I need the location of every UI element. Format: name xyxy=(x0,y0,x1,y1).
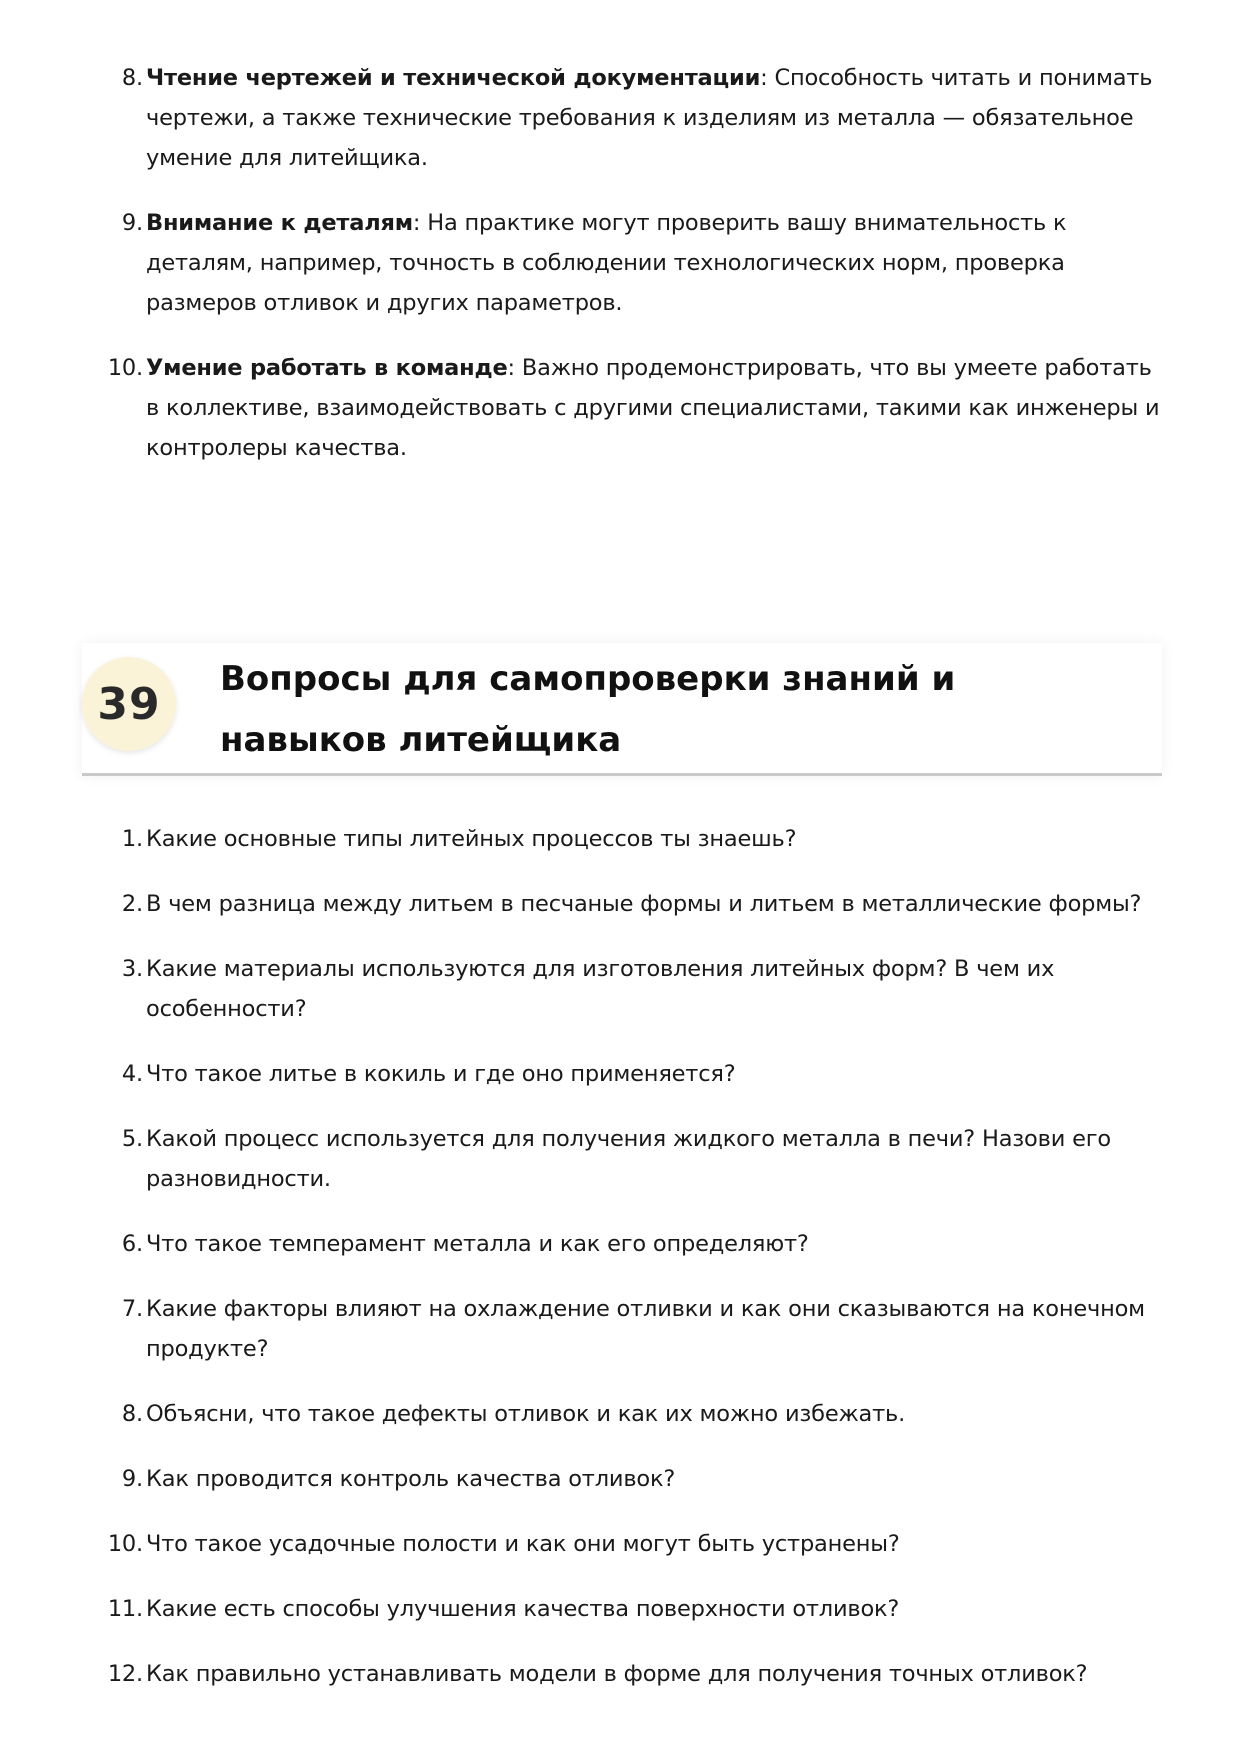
list-item xyxy=(0,884,1239,924)
section-header xyxy=(82,643,1162,776)
list-item-number: 7. xyxy=(121,1296,143,1322)
list-item xyxy=(0,1654,1239,1694)
list-item-number: 8. xyxy=(121,65,143,91)
list-item-title: Чтение чертежей и технической документации xyxy=(146,65,761,91)
list-item xyxy=(0,348,1239,468)
list-item-number: 3. xyxy=(121,956,143,982)
section-title: Вопросы для самопроверки знаний и навыков литейщика xyxy=(220,659,956,760)
list-item xyxy=(0,1459,1239,1499)
list-item-number: 9. xyxy=(121,210,143,236)
list-item xyxy=(0,1589,1239,1629)
list-item xyxy=(0,1224,1239,1264)
list-item-text: : Способность читать и понимать чертежи, а также технические требования к изделиям из металла — обязательное умение для литейщика. xyxy=(146,65,1153,171)
list-item-number: 8. xyxy=(121,1401,143,1427)
list-item-number: 11. xyxy=(107,1596,143,1622)
list-item-number: 1. xyxy=(121,826,143,852)
list-item-text: Какие есть способы улучшения качества поверхности отливок? xyxy=(146,1596,900,1622)
list-item xyxy=(0,819,1239,859)
list-item-text: Какие основные типы литейных процессов ты знаешь? xyxy=(146,826,797,852)
list-item-text: Какие факторы влияют на охлаждение отливки и как они сказываются на конечном продукте? xyxy=(146,1296,1145,1362)
list-item xyxy=(0,1524,1239,1564)
list-item-number: 4. xyxy=(121,1061,143,1087)
list-item-text: В чем разница между литьем в песчаные формы и литьем в металлические формы? xyxy=(146,891,1142,917)
list-item xyxy=(0,58,1239,178)
list-item-text: Что такое литье в кокиль и где оно применяется? xyxy=(146,1061,736,1087)
list-item xyxy=(0,1289,1239,1369)
list-item xyxy=(0,203,1239,323)
list-item-number: 5. xyxy=(121,1126,143,1152)
list-item-number: 2. xyxy=(121,891,143,917)
list-item-number: 10. xyxy=(107,355,143,381)
list-item-number: 12. xyxy=(107,1661,143,1687)
list-item-text: : На практике могут проверить вашу внимательность к деталям, например, точность в соблюдении технологических норм, проверка размеров отливок и других параметров. xyxy=(146,210,1067,316)
list-item-text: Объясни, что такое дефекты отливок и как их можно избежать. xyxy=(146,1401,906,1427)
list-item-number: 9. xyxy=(121,1466,143,1492)
questions-list xyxy=(0,819,1239,1719)
list-item-text: Как проводится контроль качества отливок? xyxy=(146,1466,676,1492)
section-number-badge: 39 xyxy=(82,657,176,751)
list-item-number: 6. xyxy=(121,1231,143,1257)
list-item-title: Внимание к деталям xyxy=(146,210,413,236)
list-item-number: 10. xyxy=(107,1531,143,1557)
list-item xyxy=(0,1119,1239,1199)
list-item-title: Умение работать в команде xyxy=(146,355,508,381)
skills-list xyxy=(0,58,1239,493)
list-item-text: Какой процесс используется для получения жидкого металла в печи? Назови его разновидности. xyxy=(146,1126,1111,1192)
list-item xyxy=(0,1394,1239,1434)
list-item-text: Какие материалы используются для изготовления литейных форм? В чем их особенности? xyxy=(146,956,1055,1022)
list-item-text: Что такое усадочные полости и как они могут быть устранены? xyxy=(146,1531,900,1557)
list-item-text: Как правильно устанавливать модели в форме для получения точных отливок? xyxy=(146,1661,1088,1687)
list-item-text: : Важно продемонстрировать, что вы умеете работать в коллективе, взаимодействовать с другими специалистами, такими как инженеры и контролеры качества. xyxy=(146,355,1160,461)
list-item-text: Что такое темперамент металла и как его определяют? xyxy=(146,1231,809,1257)
list-item xyxy=(0,1054,1239,1094)
list-item xyxy=(0,949,1239,1029)
